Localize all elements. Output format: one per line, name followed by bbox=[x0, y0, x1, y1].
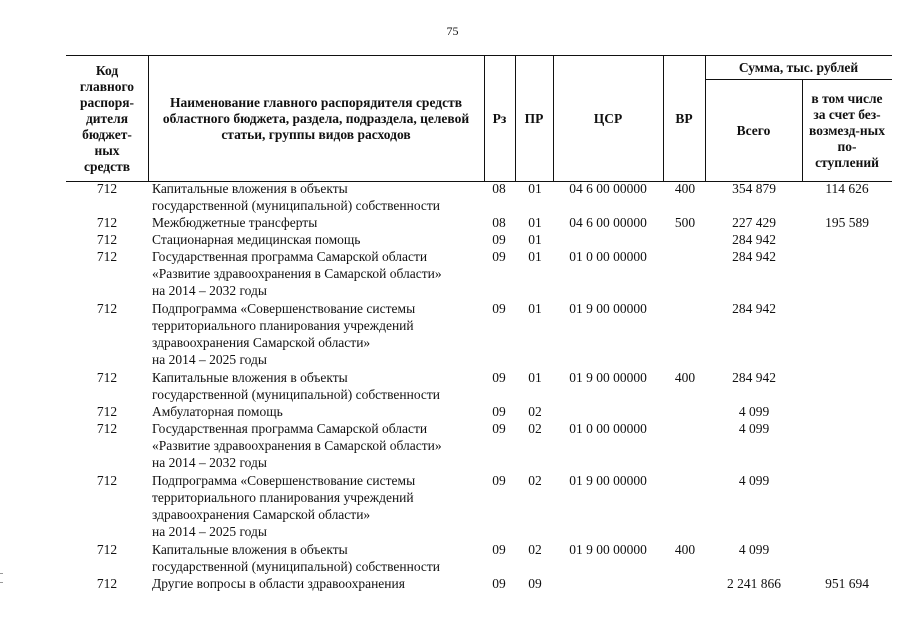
table-header bbox=[66, 55, 892, 182]
cell-total: 4 099 bbox=[738, 542, 770, 557]
cell-code: 712 bbox=[96, 215, 118, 230]
cell-name: Капитальные вложения в объекты государственной (муниципальной) собственности bbox=[152, 542, 441, 574]
cell-code: 712 bbox=[96, 370, 118, 385]
cell-rz: 09 bbox=[492, 473, 506, 488]
cell-name: Государственная программа Самарской области «Развитие здравоохранения в Самарской области» на 2014 – 2032 годы bbox=[152, 421, 442, 470]
cell-free: 114 626 bbox=[825, 181, 869, 196]
cell-rz: 09 bbox=[492, 542, 506, 557]
cell-pr: 01 bbox=[528, 249, 542, 264]
cell-csr: 01 9 00 00000 bbox=[569, 301, 647, 316]
cell-rz: 08 bbox=[492, 181, 506, 196]
header-total: Всего bbox=[736, 122, 771, 138]
cell-csr: 01 0 00 00000 bbox=[569, 249, 647, 264]
cell-total: 4 099 bbox=[738, 473, 770, 488]
cell-code: 712 bbox=[96, 249, 118, 264]
cell-rz: 09 bbox=[492, 301, 506, 316]
cell-total: 284 942 bbox=[732, 370, 776, 385]
cell-total: 284 942 bbox=[732, 301, 776, 316]
header-code: Код главного распоря-дителя бюджет-ных средств bbox=[79, 62, 135, 174]
header-csr: ЦСР bbox=[593, 110, 623, 126]
cell-rz: 09 bbox=[492, 232, 506, 247]
scan-edge-mark bbox=[0, 582, 3, 583]
cell-name: Государственная программа Самарской области «Развитие здравоохранения в Самарской области» на 2014 – 2032 годы bbox=[152, 249, 442, 298]
cell-pr: 02 bbox=[528, 404, 542, 419]
cell-code: 712 bbox=[96, 181, 118, 196]
cell-code: 712 bbox=[96, 301, 118, 316]
cell-total: 2 241 866 bbox=[727, 576, 781, 591]
cell-rz: 09 bbox=[492, 576, 506, 591]
cell-rz: 09 bbox=[492, 370, 506, 385]
cell-name: Амбулаторная помощь bbox=[152, 404, 283, 419]
cell-csr: 01 9 00 00000 bbox=[569, 473, 647, 488]
cell-vr: 400 bbox=[674, 370, 696, 385]
cell-name: Подпрограмма «Совершенствование системы территориального планирования учреждений здравоохранения Самарской области» на 2014 – 2025 годы bbox=[152, 301, 416, 367]
cell-pr: 01 bbox=[528, 232, 542, 247]
cell-code: 712 bbox=[96, 542, 118, 557]
cell-vr: 500 bbox=[674, 215, 696, 230]
cell-total: 354 879 bbox=[732, 181, 776, 196]
cell-code: 712 bbox=[96, 232, 118, 247]
cell-free: 951 694 bbox=[825, 576, 869, 591]
cell-csr: 04 6 00 00000 bbox=[569, 181, 647, 196]
cell-total: 284 942 bbox=[732, 249, 776, 264]
cell-name: Другие вопросы в области здравоохранения bbox=[152, 576, 405, 591]
cell-total: 227 429 bbox=[732, 215, 776, 230]
cell-name: Стационарная медицинская помощь bbox=[152, 232, 361, 247]
cell-rz: 09 bbox=[492, 404, 506, 419]
cell-vr: 400 bbox=[674, 542, 696, 557]
cell-code: 712 bbox=[96, 421, 118, 436]
cell-code: 712 bbox=[96, 576, 118, 591]
cell-pr: 01 bbox=[528, 301, 542, 316]
header-free: в том числе за счет без-возмезд-ных по-ступлений bbox=[809, 90, 885, 170]
cell-total: 284 942 bbox=[732, 232, 776, 247]
cell-code: 712 bbox=[96, 473, 118, 488]
cell-csr: 01 9 00 00000 bbox=[569, 370, 647, 385]
header-sum: Сумма, тыс. рублей bbox=[738, 59, 859, 75]
cell-free: 195 589 bbox=[825, 215, 869, 230]
cell-csr: 04 6 00 00000 bbox=[569, 215, 647, 230]
cell-pr: 02 bbox=[528, 421, 542, 436]
cell-pr: 01 bbox=[528, 181, 542, 196]
cell-vr: 400 bbox=[674, 181, 696, 196]
scan-edge-mark bbox=[0, 573, 3, 574]
cell-name: Капитальные вложения в объекты государственной (муниципальной) собственности bbox=[152, 181, 441, 213]
cell-rz: 09 bbox=[492, 421, 506, 436]
header-rz: Рз bbox=[492, 110, 507, 126]
header-pr: ПР bbox=[524, 110, 544, 126]
cell-pr: 02 bbox=[528, 542, 542, 557]
cell-name: Подпрограмма «Совершенствование системы территориального планирования учреждений здравоохранения Самарской области» на 2014 – 2025 годы bbox=[152, 473, 416, 539]
cell-csr: 01 0 00 00000 bbox=[569, 421, 647, 436]
header-vr: ВР bbox=[675, 110, 693, 126]
cell-code: 712 bbox=[96, 404, 118, 419]
header-name: Наименование главного распорядителя средств областного бюджета, раздела, подраздела, целевой статьи, группы видов расходов bbox=[162, 94, 470, 142]
cell-pr: 01 bbox=[528, 370, 542, 385]
cell-name: Межбюджетные трансферты bbox=[152, 215, 318, 230]
cell-rz: 09 bbox=[492, 249, 506, 264]
cell-pr: 01 bbox=[528, 215, 542, 230]
cell-total: 4 099 bbox=[738, 404, 770, 419]
cell-csr: 01 9 00 00000 bbox=[569, 542, 647, 557]
cell-total: 4 099 bbox=[738, 421, 770, 436]
page-number: 75 bbox=[446, 24, 459, 38]
cell-name: Капитальные вложения в объекты государственной (муниципальной) собственности bbox=[152, 370, 441, 402]
cell-pr: 02 bbox=[528, 473, 542, 488]
cell-pr: 09 bbox=[528, 576, 542, 591]
cell-rz: 08 bbox=[492, 215, 506, 230]
